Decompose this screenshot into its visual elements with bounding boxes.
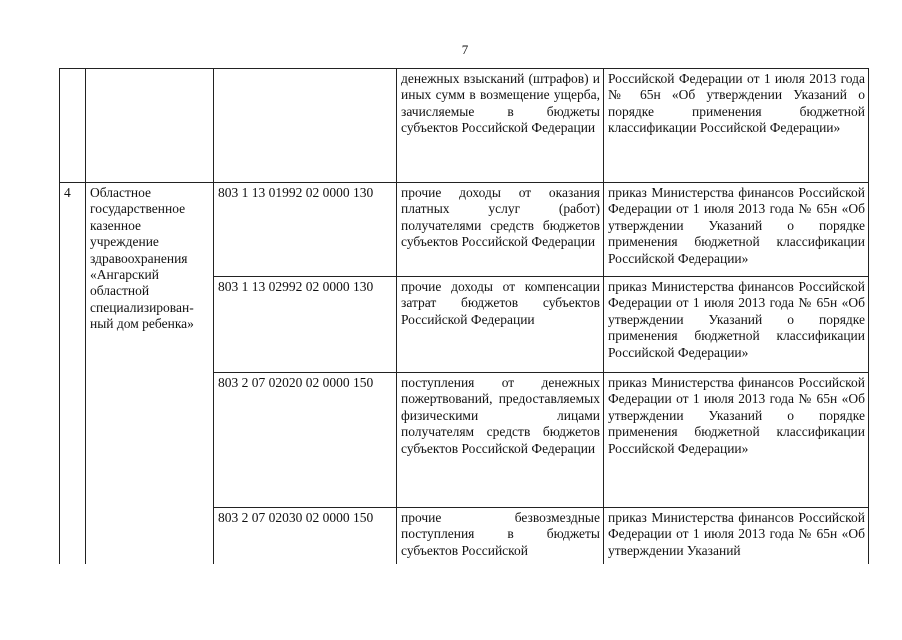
income-description-cell: поступления от денежных пожертвований, предоставляемых физическими лицами получателям средств бюджетов субъектов Российской Федерации <box>397 373 604 508</box>
table-row <box>60 69 869 183</box>
legal-basis-cell: приказ Министерства финансов Российской Федерации от 1 июля 2013 года № 65н «Об утверждении Указаний <box>604 508 869 564</box>
budget-code-cell: 803 1 13 02992 02 0000 130 <box>214 277 397 373</box>
organization-cell <box>86 69 214 183</box>
budget-code-cell: 803 2 07 02020 02 0000 150 <box>214 373 397 508</box>
table-row <box>60 183 869 277</box>
budget-codes-table <box>59 68 869 564</box>
legal-basis-cell: Российской Федерации от 1 июля 2013 года № 65н «Об утверждении Указаний о порядке применения бюджетной классификации Российской Федерации» <box>604 69 869 183</box>
income-description-cell: денежных взысканий (штрафов) и иных сумм в возмещение ущерба, зачисляемые в бюджеты субъектов Российской Федерации <box>397 69 604 183</box>
income-description-cell: прочие доходы от оказания платных услуг (работ) получателями средств бюджетов субъектов Российской Федерации <box>397 183 604 277</box>
budget-code-cell: 803 2 07 02030 02 0000 150 <box>214 508 397 564</box>
budget-code-cell: 803 1 13 01992 02 0000 130 <box>214 183 397 277</box>
legal-basis-cell: приказ Министерства финансов Российской Федерации от 1 июля 2013 года № 65н «Об утверждении Указаний о порядке применения бюджетной классификации Российской Федерации» <box>604 183 869 277</box>
page-number: 7 <box>461 42 469 57</box>
legal-basis-cell: приказ Министерства финансов Российской Федерации от 1 июля 2013 года № 65н «Об утверждении Указаний о порядке применения бюджетной классификации Российской Федерации» <box>604 277 869 373</box>
row-number-cell <box>60 69 86 183</box>
budget-code-cell <box>214 69 397 183</box>
row-number-cell: 4 <box>60 183 86 564</box>
organization-cell: Областное государственное казенное учреждение здравоохранения «Ангарский областной специализирован-ный дом ребенка» <box>86 183 214 564</box>
income-description-cell: прочие безвозмездные поступления в бюджеты субъектов Российской <box>397 508 604 564</box>
legal-basis-cell: приказ Министерства финансов Российской Федерации от 1 июля 2013 года № 65н «Об утверждении Указаний о порядке применения бюджетной классификации Российской Федерации» <box>604 373 869 508</box>
income-description-cell: прочие доходы от компенсации затрат бюджетов субъектов Российской Федерации <box>397 277 604 373</box>
